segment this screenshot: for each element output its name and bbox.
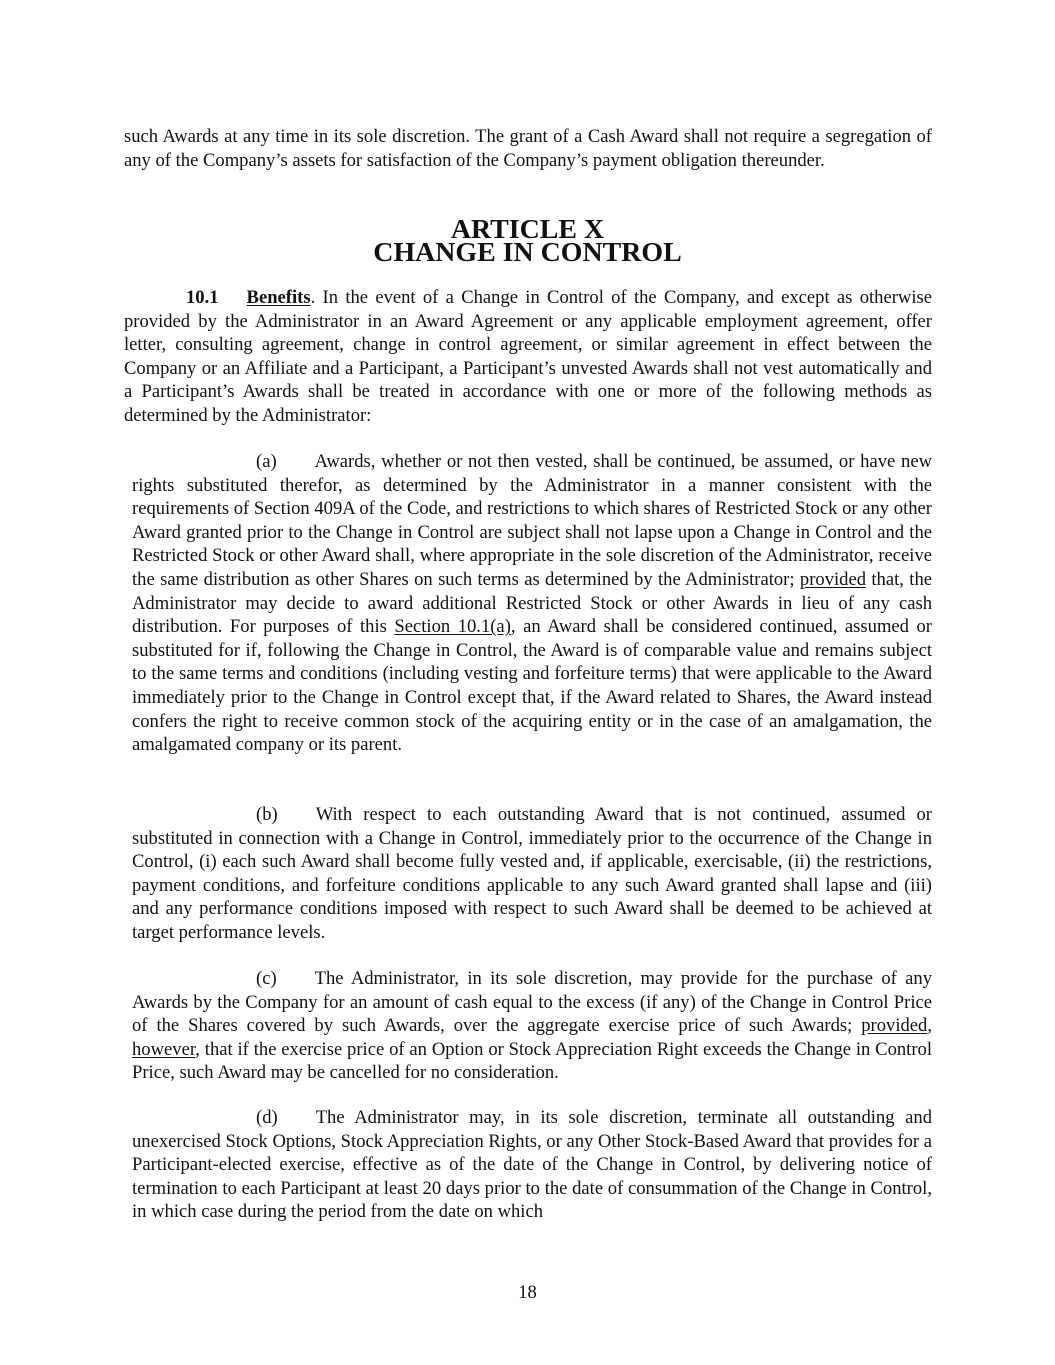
clause-text: , that if the exercise price of an Option or Stock Appreciation Right exceeds the Change in Control Price, such Award may be cancelled for no consideration. [132, 1038, 932, 1084]
clause-label: (a) [256, 451, 277, 472]
clause-d [132, 1106, 932, 1224]
separator: , [927, 1015, 932, 1037]
intro-paragraph: such Awards at any time in its sole discretion. The grant of a Cash Award shall not require a segregation of any of the Company’s assets for satisfaction of the Company’s payment obligation thereunder. [124, 126, 932, 171]
section-number: 10.1 [186, 287, 219, 308]
clause-text: The Administrator may, in its sole discretion, terminate all outstanding and unexercised Stock Options, Stock Appreciation Rights, or any Other Stock-Based Award that provides for a Participant-elected exercise, effective as of the date of the Change in Control, by delivering notice of termination to each Participant at least 20 days prior to the date of consummation of the Change in Control, in which case during the period from the date on which [132, 1107, 932, 1223]
clause-a [132, 450, 932, 757]
section-text: In the event of a Change in Control of the Company, and except as otherwise provided by the Administrator in an Award Agreement or any applicable employment agreement, offer letter, consulting agreement, change in control agreement, or similar agreement in effect between the Company or an Affiliate and a Participant, a Participant’s unvested Awards shall not vest automatically and a Participant’s Awards shall be treated in accordance with one or more of the following methods as determined by the Administrator: [124, 287, 932, 426]
clause-text: that, the Administrator may decide to award additional Restricted Stock or other Awards in lieu of any cash distribution. For purposes of this [132, 568, 932, 638]
clause-text: Awards, whether or not then vested, shall be continued, be assumed, or have new rights substituted therefor, as determined by the Administrator in a manner consistent with the requirements of Section 409A of the Code, and restrictions to which shares of Restricted Stock or any other Award granted prior to the Change in Control are subject shall not lapse upon a Change in Control and the Restricted Stock or other Award shall, where appropriate in the sole discretion of the Administrator, receive the same distribution as other Shares on such terms as determined by the Administrator; [132, 451, 932, 590]
article-title: CHANGE IN CONTROL [373, 237, 682, 268]
section-title-punct: . [310, 287, 316, 308]
section-reference: Section 10.1(a) [394, 616, 511, 638]
section-10-1 [124, 286, 932, 428]
clause-label: (d) [256, 1107, 278, 1128]
clause-label: (b) [256, 804, 278, 825]
clause-b [132, 803, 932, 945]
clause-text: With respect to each outstanding Award that is not continued, assumed or substituted in connection with a Change in Control, immediately prior to the occurrence of the Change in Control, (i) each such Award shall become fully vested and, if applicable, exercisable, (ii) the restrictions, payment conditions, and forfeiture conditions applicable to any such Award granted shall lapse and (iii) and any performance conditions imposed with respect to such Award shall be deemed to be achieved at target performance levels. [132, 804, 932, 943]
underlined-term: provided [861, 1015, 928, 1037]
clause-label: (c) [256, 968, 277, 989]
clause-c [132, 967, 932, 1085]
article-heading: ARTICLE X [450, 214, 605, 245]
underlined-term: provided [799, 568, 867, 590]
section-title: Benefits [246, 287, 311, 308]
page-number: 18 [518, 1282, 537, 1303]
underlined-term: however [132, 1038, 196, 1060]
clause-text: The Administrator, in its sole discretion, may provide for the purchase of any Awards by the Company for an amount of cash equal to the excess (if any) of the Change in Control Price of the Shares covered by such Awards, over the aggregate exercise price of such Awards; [132, 968, 932, 1037]
clause-text: , an Award shall be considered continued, assumed or substituted for if, following the Change in Control, the Award is of comparable value and remains subject to the same terms and conditions (including vesting and forfeiture terms) that were applicable to the Award immediately prior to the Change in Control except that, if the Award related to Shares, the Award instead confers the right to receive common stock of the acquiring entity or in the case of an amalgamation, the amalgamated company or its parent. [132, 616, 932, 756]
